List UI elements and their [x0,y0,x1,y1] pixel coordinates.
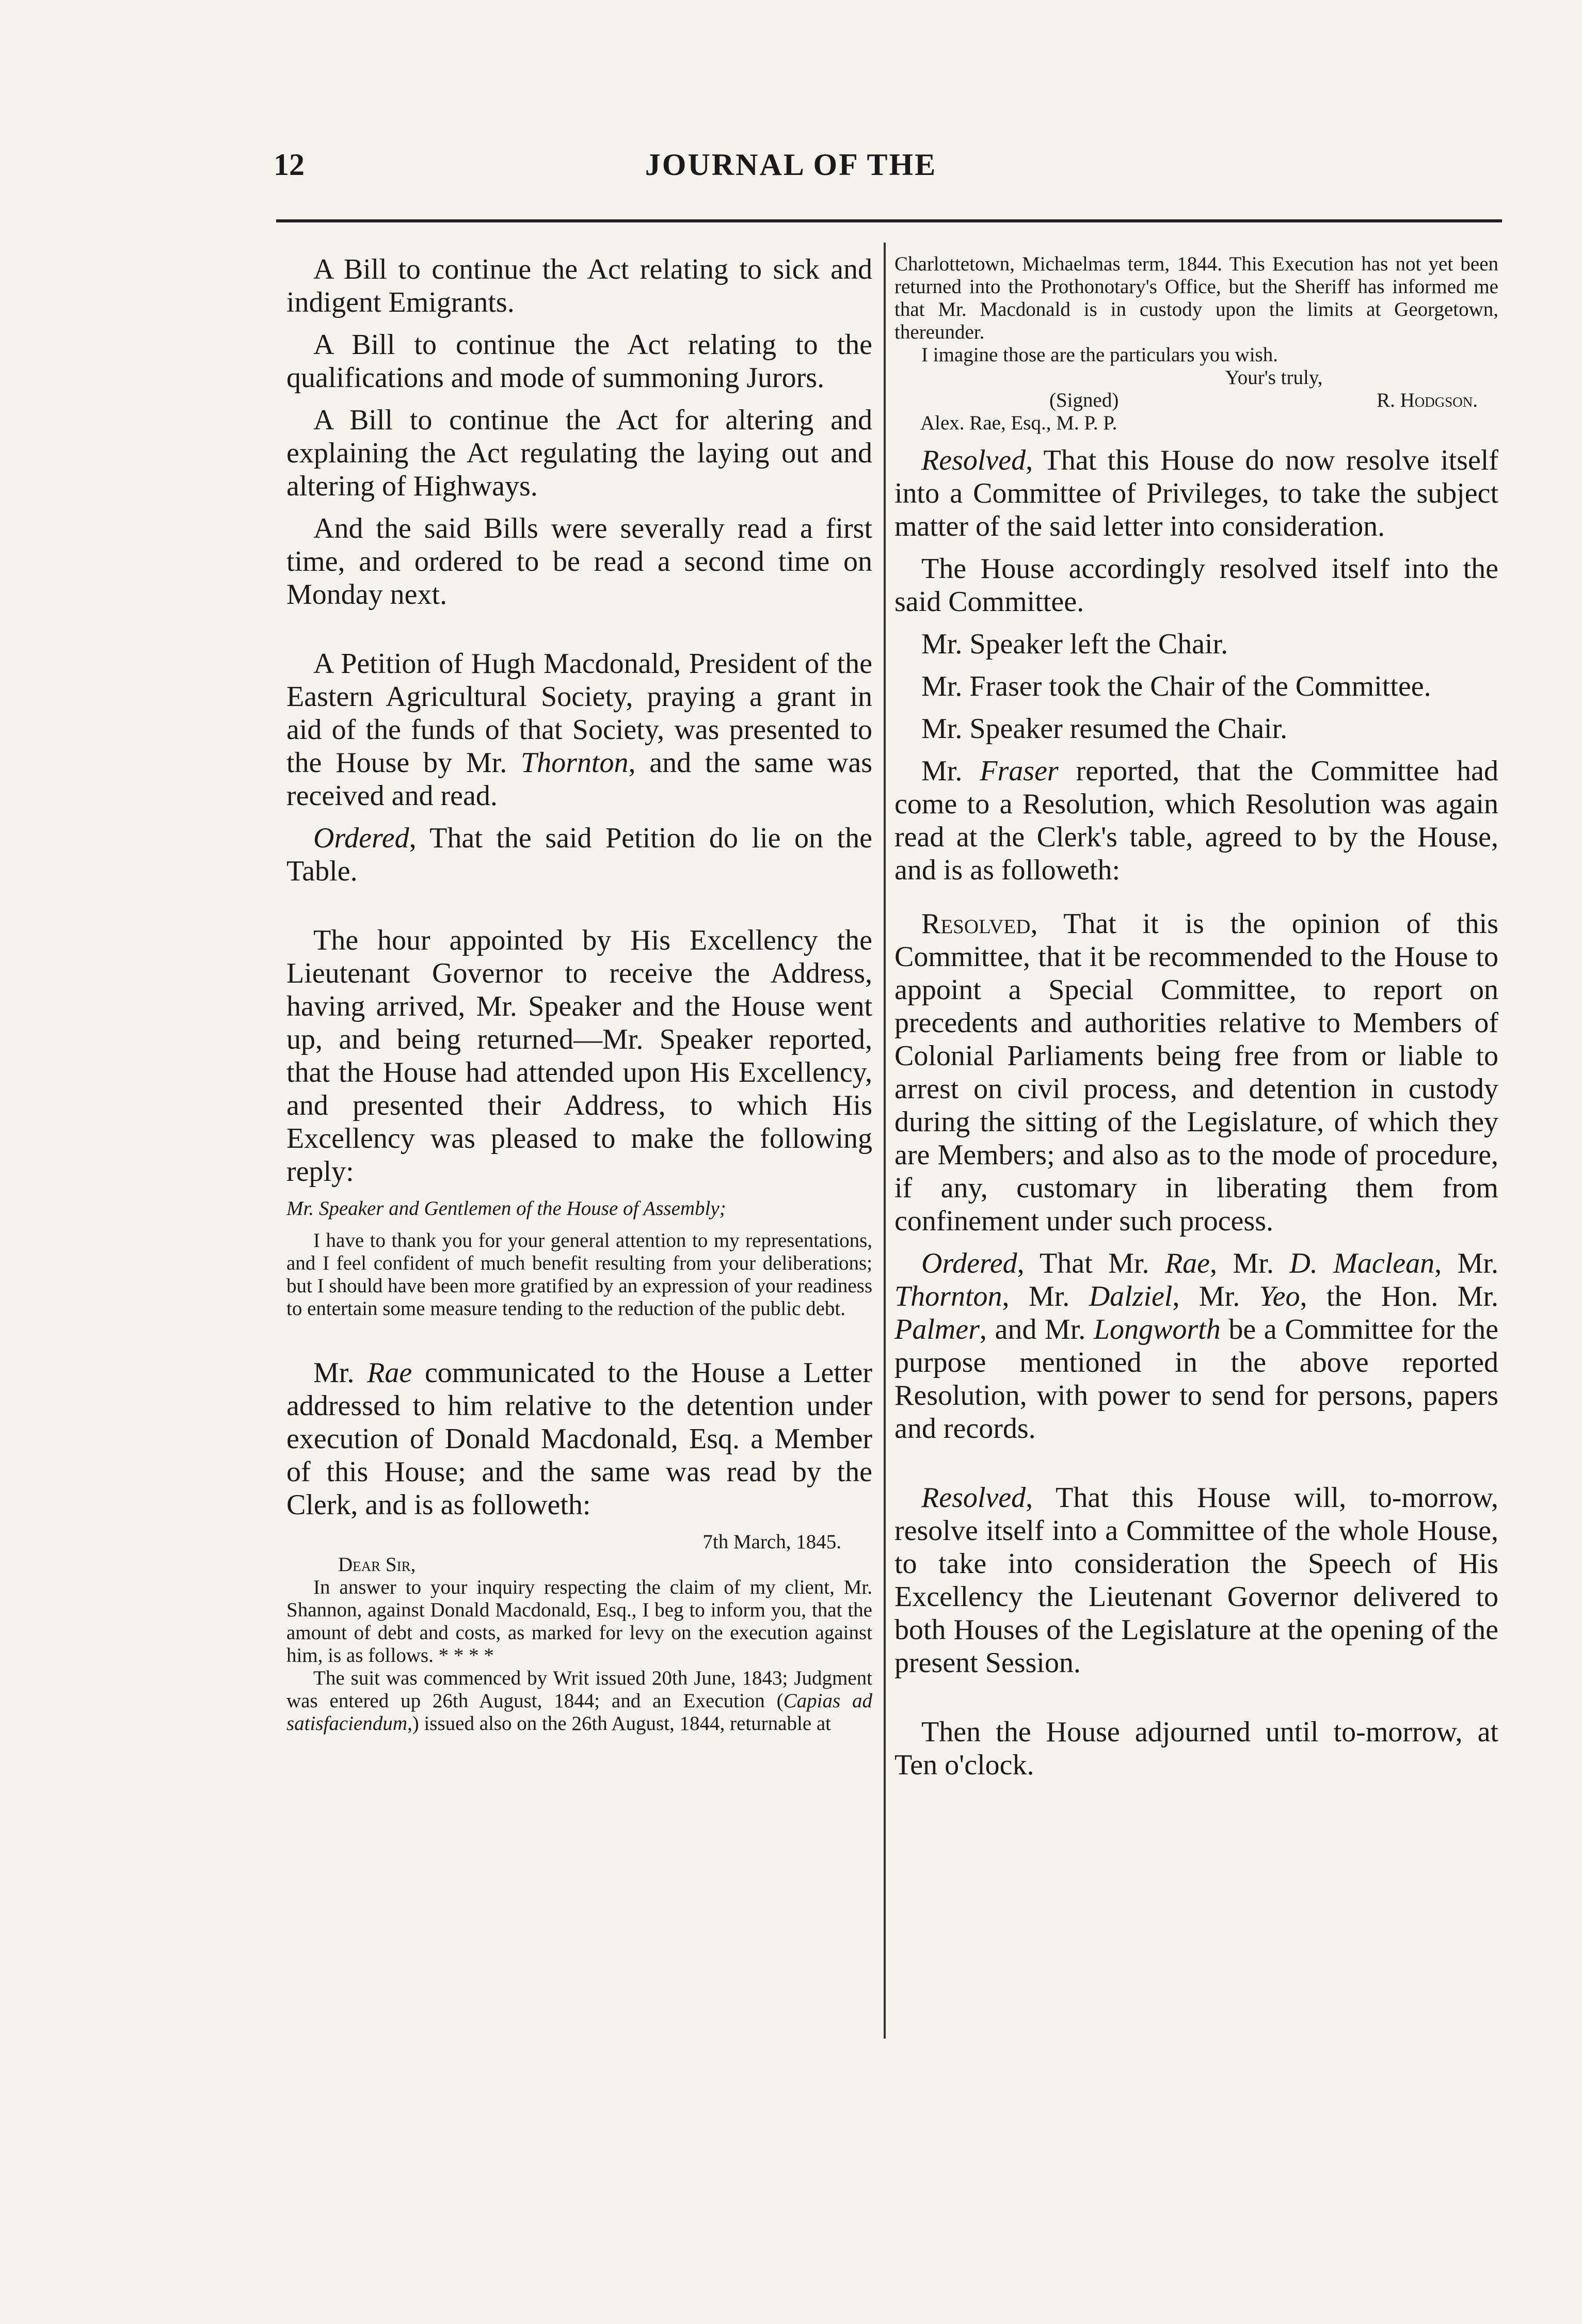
fraser-reported: Mr. Fraser reported, that the Committee had come to a Resolution, which Resolution was again read at the Clerk's table, agreed to by the House, and is as followeth: [894,755,1498,886]
letter-yours-truly: Your's truly, [1225,366,1323,389]
rae-name: Rae [367,1357,412,1389]
letter-closing-line: I imagine those are the particulars you wish. [921,344,1278,366]
house-resolved-itself: The House accordingly resolved itself into the said Committee. [894,553,1498,618]
bill-highways: A Bill to continue the Act for altering and explaining the Act regulating the laying out and altering of Highways. [286,404,872,502]
page-header [0,147,1582,194]
signer-name: R. Hodgson. [1377,389,1478,411]
governor-reply: I have to thank you for your general attention to my representations, and I feel confident of much benefit resulting from your deliberations; but I should have been more gratified by an expression of your readiness to entertain some measure tending to the reduction of the public debt. [286,1229,872,1320]
letter-paragraph-1: In answer to your inquiry respecting the claim of my client, Mr. Shannon, against Donald Macdonald, Esq., I beg to inform you, that the amount of debt and costs, as marked for levy on the execution against him, is as follows. * * * * [286,1576,872,1666]
letter-signature [894,389,1498,412]
fraser-took-chair: Mr. Fraser took the Chair of the Committee. [921,670,1431,702]
hour-appointed-paragraph: The hour appointed by His Excellency the Lieutenant Governor to receive the Address, having arrived, Mr. Speaker and the House went up, and being returned—Mr. Speaker reported, that the House had attended upon His Excellency, and presented their Address, to which His Excellency was pleased to make the following reply: [286,924,872,1188]
speaker-left-chair: Mr. Speaker left the Chair. [921,628,1228,660]
page-number: 12 [274,148,305,182]
letter-salutation: Dear Sir, [338,1553,416,1576]
letter-continuation: Charlottetown, Michaelmas term, 1844. This Execution has not yet been returned into the Prothonotary's Office, but the Sheriff has informed me that Mr. Macdonald is in custody upon the limits at Georgetown, thereunder. [894,253,1498,343]
resolution-paragraph: Resolved, That it is the opinion of this Committee, that it be recommended to the House to appoint a Special Committee, to report on precedents and authorities relative to Members of Colonial Parliaments being free from or liable to arrest on civil process, and detention in custody during the sitting of the Legislature, of which they are Members; and also as to the mode of procedure, if any, customary in liberating them from confinement under such process. [894,908,1498,1237]
ordered-committee-members: Ordered, That Mr. Rae, Mr. D. Maclean, Mr. Thornton, Mr. Dalziel, Mr. Yeo, the Hon. Mr. Palmer, and Mr. Longworth be a Committee for the purpose mentioned in the above reported Resolution, with power to send for persons, papers and records. [894,1247,1498,1445]
petition-paragraph: A Petition of Hugh Macdonald, President of the Eastern Agricultural Society, praying a grant in aid of the funds of that Society, was presented to the House by Mr. Thornton, and the same was received and read. [286,648,872,812]
speaker-resumed-chair: Mr. Speaker resumed the Chair. [921,713,1288,745]
header-rule [276,219,1502,222]
house-adjourned: Then the House adjourned until to-morrow, at Ten o'clock. [894,1716,1498,1781]
bill-jurors: A Bill to continue the Act relating to the qualifications and mode of summoning Jurors. [286,329,872,394]
letter-paragraph-2: The suit was commenced by Writ issued 20th June, 1843; Judgment was entered up 26th August, 1844; and an Execution (Capias ad satisfaciendum,) issued also on the 26th August, 1844, returnable at [286,1667,872,1735]
bills-read-paragraph: And the said Bills were severally read a first time, and ordered to be read a second time on Monday next. [286,512,872,611]
letter-date: 7th March, 1845. [702,1531,841,1553]
column-divider [884,243,886,2039]
letter-addressee: Alex. Rae, Esq., M. P. P. [920,412,1117,434]
left-column [286,253,872,1735]
rae-letter-paragraph: Mr. Rae communicated to the House a Letter addressed to him relative to the detention under execution of Donald Macdonald, Esq. a Member of this House; and the same was read by the Clerk, and is as followeth: [286,1357,872,1521]
running-title: JOURNAL OF THE [645,148,937,182]
signed-label: (Signed) [1049,389,1119,411]
ordered-petition: Ordered, That the said Petition do lie on the Table. [286,822,872,887]
reply-salutation: Mr. Speaker and Gentlemen of the House of Assembly; [286,1197,726,1220]
right-column [894,253,1498,1782]
petition-member-name: Thornton [520,747,629,779]
bill-emigrants: A Bill to continue the Act relating to sick and indigent Emigrants. [286,253,872,318]
resolved-whole-house: Resolved, That this House will, to-morrow, resolve itself into a Committee of the whole House, to take into consideration the Speech of His Excellency the Lieutenant Governor delivered to both Houses of the Legislature at the opening of the present Session. [894,1482,1498,1679]
resolved-committee-privileges: Resolved, That this House do now resolve itself into a Committee of Privileges, to take the subject matter of the said letter into consideration. [894,444,1498,542]
